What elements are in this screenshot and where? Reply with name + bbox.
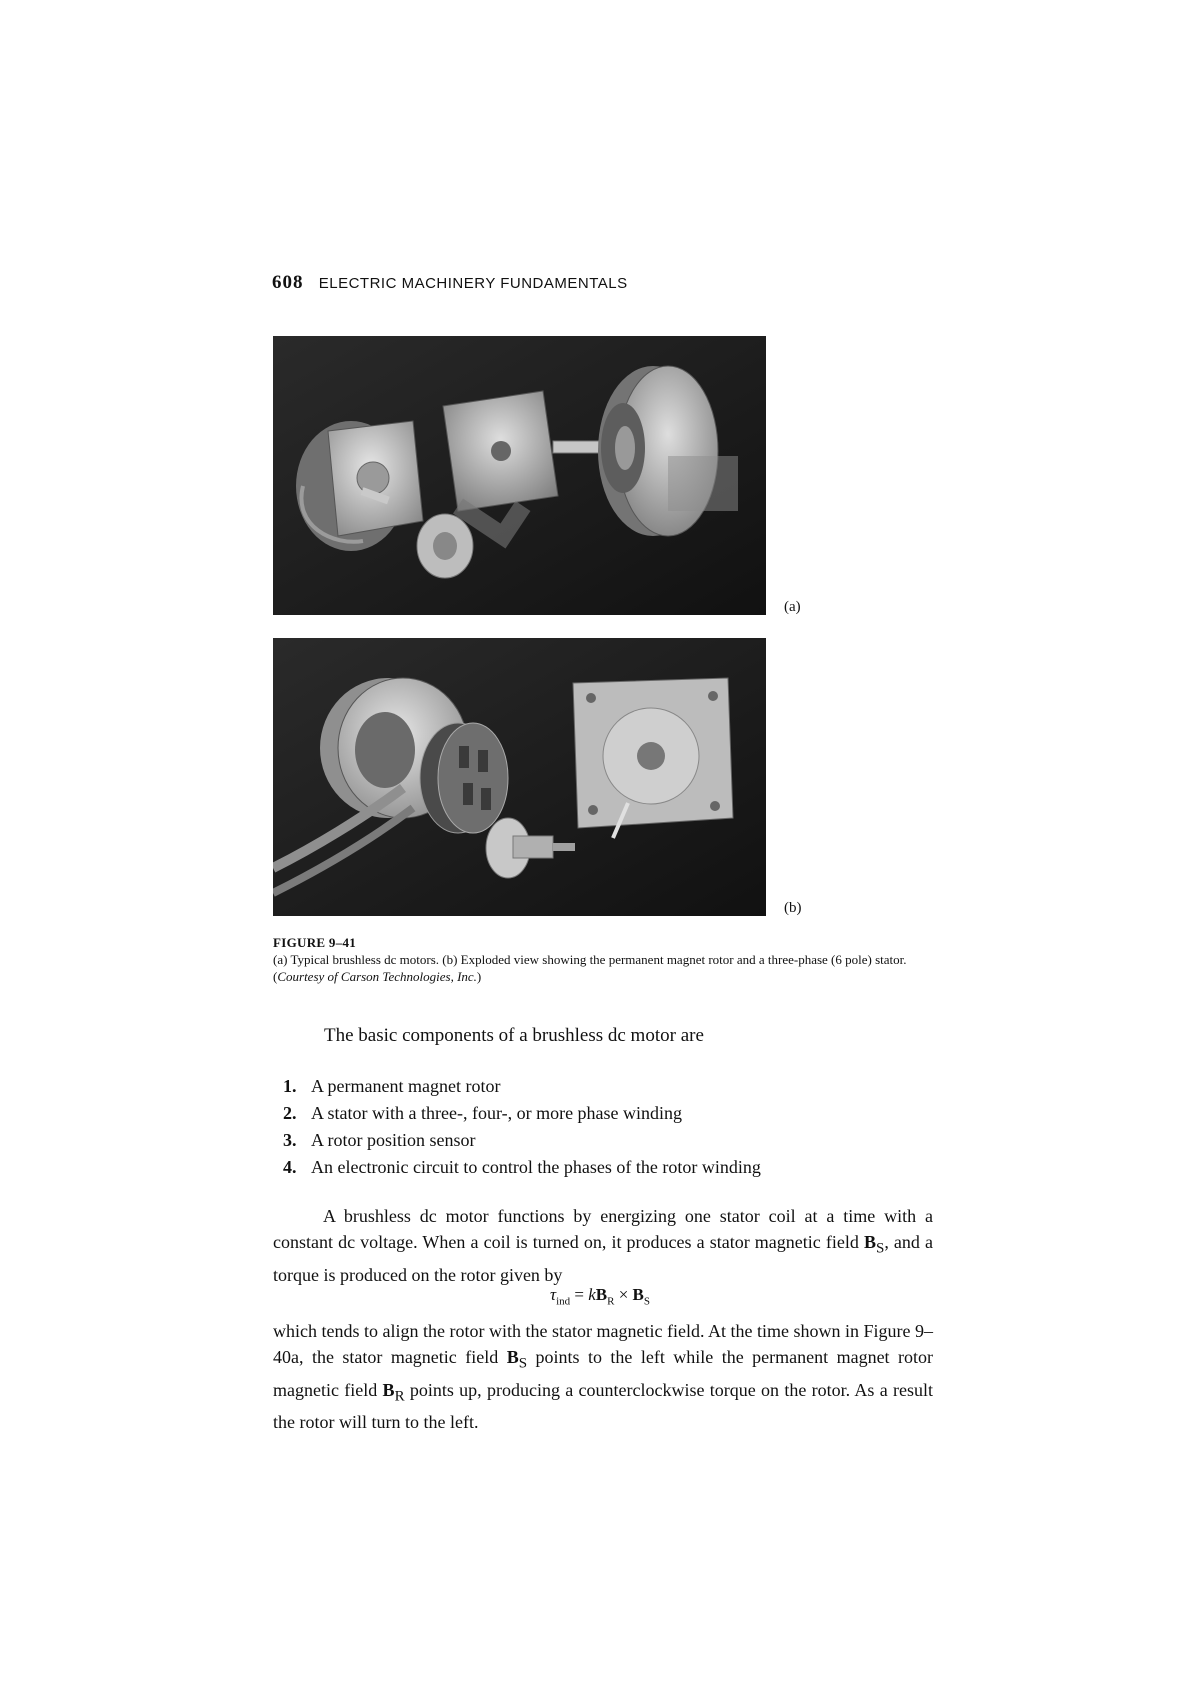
list-item: 1. A permanent magnet rotor bbox=[283, 1076, 501, 1096]
page-number: 608 bbox=[272, 272, 304, 293]
caption-end: ) bbox=[476, 969, 482, 984]
figure-caption bbox=[273, 934, 933, 985]
component-list bbox=[283, 1073, 761, 1181]
figure-label-a: (a) bbox=[784, 599, 801, 615]
photo-exploded-view bbox=[273, 638, 766, 916]
caption-credit: Courtesy of Carson Technologies, Inc. bbox=[277, 969, 477, 984]
photo-brushless-motors bbox=[273, 336, 766, 615]
running-title: ELECTRIC MACHINERY FUNDAMENTALS bbox=[318, 275, 628, 292]
photo-b-illustration bbox=[273, 638, 766, 916]
figure-title: FIGURE 9–41 bbox=[273, 935, 357, 950]
list-item: 3. A rotor position sensor bbox=[283, 1130, 476, 1150]
torque-equation: $\tau_{ind} = kB_R \times B_S$ bbox=[549, 1285, 651, 1308]
photo-a-illustration bbox=[273, 336, 766, 615]
page-header bbox=[272, 272, 628, 294]
caption-text: (a) Typical brushless dc motors. (b) Exploded view showing the permanent magnet rotor and a three-phase (6 pole) stator. ( bbox=[273, 952, 907, 984]
intro-sentence: The basic components of a brushless dc motor are bbox=[324, 1025, 704, 1046]
paragraph-2: which tends to align the rotor with the stator magnetic field. At the time shown in Figure 9–40a, the stator magnetic field $B_S$ points to the left while the permanent magnet rotor magnetic field $B_R$ points up, producing a counterclockwise torque on the rotor. As a result the rotor will turn to the left. bbox=[273, 1321, 933, 1433]
figure-label-b: (b) bbox=[784, 900, 802, 916]
list-item: 2. A stator with a three-, four-, or more phase winding bbox=[283, 1103, 683, 1123]
list-item: 4. An electronic circuit to control the phases of the rotor winding bbox=[283, 1157, 761, 1177]
paragraph-1: A brushless dc motor functions by energizing one stator coil at a time with a constant dc voltage. When a coil is turned on, it produces a stator magnetic field $B_S$, and a torque is produced on the rotor given by bbox=[273, 1206, 934, 1285]
